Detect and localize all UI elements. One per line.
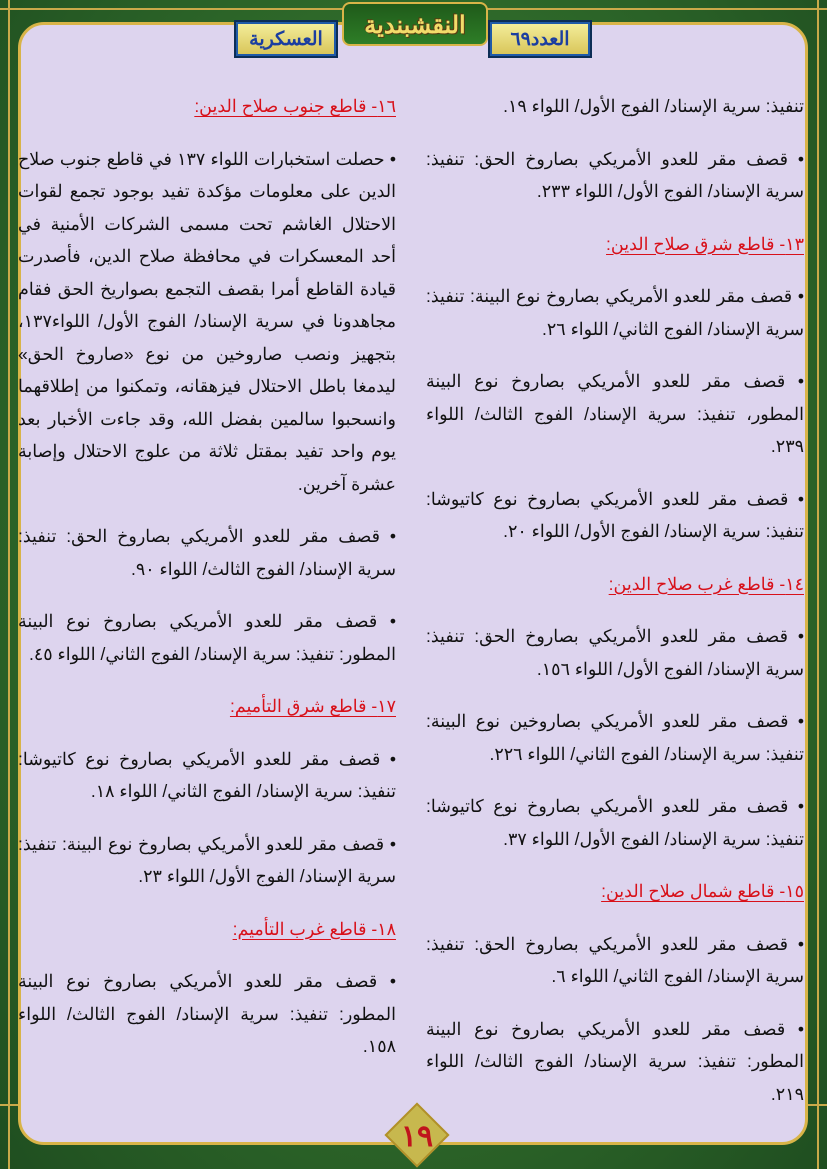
section-heading: ١٥- قاطع شمال صلاح الدين:	[601, 881, 804, 901]
section-heading: ١٧- قاطع شرق التأميم:	[229, 696, 396, 716]
section-heading: ١٨- قاطع غرب التأميم:	[232, 918, 396, 939]
section-heading: ١٦- قاطع جنوب صلاح الدين:	[194, 96, 396, 116]
paragraph: تنفيذ: سرية الإسناد/ الفوج الأول/ اللواء ١٩.	[503, 96, 804, 116]
frame-line-right	[817, 0, 819, 1169]
paragraph: • قصف مقر للعدو الأمريكي بصاروخ نوع البينة المطور: تنفيذ: سرية الإسناد/ الفوج الثاني/ اللواء ٤٥.	[18, 611, 396, 664]
paragraph: • قصف مقر للعدو الأمريكي بصاروخ الحق: تنفيذ: سرية الإسناد/ الفوج الأول/ اللواء ٢٣٣.	[426, 148, 804, 201]
paragraph: • قصف مقر للعدو الأمريكي بصاروخ نوع البينة: تنفيذ: سرية الإسناد/ الفوج الأول/ اللواء ٢٣.	[18, 833, 396, 886]
paragraph: • قصف مقر للعدو الأمريكي بصاروخ الحق: تنفيذ: سرية الإسناد/ الفوج الأول/ اللواء ١٥٦.	[426, 626, 804, 679]
paragraph: • قصف مقر للعدو الأمريكي بصاروخ نوع البينة المطور: تنفيذ: سرية الإسناد/ الفوج الثالث/ اللواء ٢١٩.	[426, 1018, 804, 1104]
left-column	[18, 90, 396, 1083]
section-heading: ١٣- قاطع شرق صلاح الدين:	[606, 233, 804, 254]
paragraph: • قصف مقر للعدو الأمريكي بصاروخ نوع البينة: تنفيذ: سرية الإسناد/ الفوج الثاني/ اللواء ٢٦.	[426, 286, 804, 339]
paragraph: • قصف مقر للعدو الأمريكي بصاروخ نوع كاتيوشا: تنفيذ: سرية الإسناد/ الفوج الثاني/ اللواء ١٨.	[18, 748, 396, 801]
issue-label: العدد٦٩	[490, 22, 590, 56]
right-column	[426, 90, 804, 1130]
frame-line-left	[8, 0, 10, 1169]
paragraph: • قصف مقر للعدو الأمريكي بصاروخ نوع البينة المطور، تنفيذ: سرية الإسناد/ الفوج الثالث/ اللواء ٢٣٩.	[426, 371, 804, 456]
paragraph: • قصف مقر للعدو الأمريكي بصاروخين نوع البينة: تنفيذ: سرية الإسناد/ الفوج الثاني/ اللواء ٢٢٦.	[426, 711, 804, 764]
paragraph: • قصف مقر للعدو الأمريكي بصاروخ نوع البينة المطور: تنفيذ: سرية الإسناد/ الفوج الثالث/ اللواء ١٥٨.	[18, 971, 396, 1056]
paragraph: • حصلت استخبارات اللواء ١٣٧ في قاطع جنوب صلاح الدين على معلومات مؤكدة تفيد بوجود تجمع لقوات الاحتلال الغاشم تحت مسمى الشركات الأمنية في أحد المعسكرات في محافظة صلاح الدين، فأصدرت قيادة القاطع أمرا بقصف التجمع بصواريخ الحق فقام مجاهدونا في سرية الإسناد/ الفوج الأول/ اللواء١٣٧، بتجهيز ونصب صاروخين من نوع «صاروخ الحق» ليدمغا باطل الاحتلال فيزهقانه، وتمكنوا من إطلاقهما وانسحبوا سالمين بفضل الله، وقد جاءت الأخبار بعد يوم واحد تفيد بمقتل ثلاثة من علوج الاحتلال وإصابة عشرة آخرين.	[18, 148, 396, 494]
paragraph: • قصف مقر للعدو الأمريكي بصاروخ الحق: تنفيذ: سرية الإسناد/ الفوج الثاني/ اللواء ٦.	[426, 933, 804, 986]
section-heading: ١٤- قاطع غرب صلاح الدين:	[608, 573, 804, 594]
paragraph: • قصف مقر للعدو الأمريكي بصاروخ نوع كاتيوشا: تنفيذ: سرية الإسناد/ الفوج الأول/ اللواء ٢٠.	[426, 488, 804, 541]
page-number: ١٩	[400, 1118, 434, 1154]
section-label: العسكرية	[236, 22, 336, 56]
paragraph: • قصف مقر للعدو الأمريكي بصاروخ الحق: تنفيذ: سرية الإسناد/ الفوج الثالث/ اللواء ٩٠.	[18, 526, 396, 579]
paragraph: • قصف مقر للعدو الأمريكي بصاروخ نوع كاتيوشا: تنفيذ: سرية الإسناد/ الفوج الأول/ اللواء ٣٧.	[426, 796, 804, 849]
magazine-logo: النقشبندية	[342, 2, 488, 46]
